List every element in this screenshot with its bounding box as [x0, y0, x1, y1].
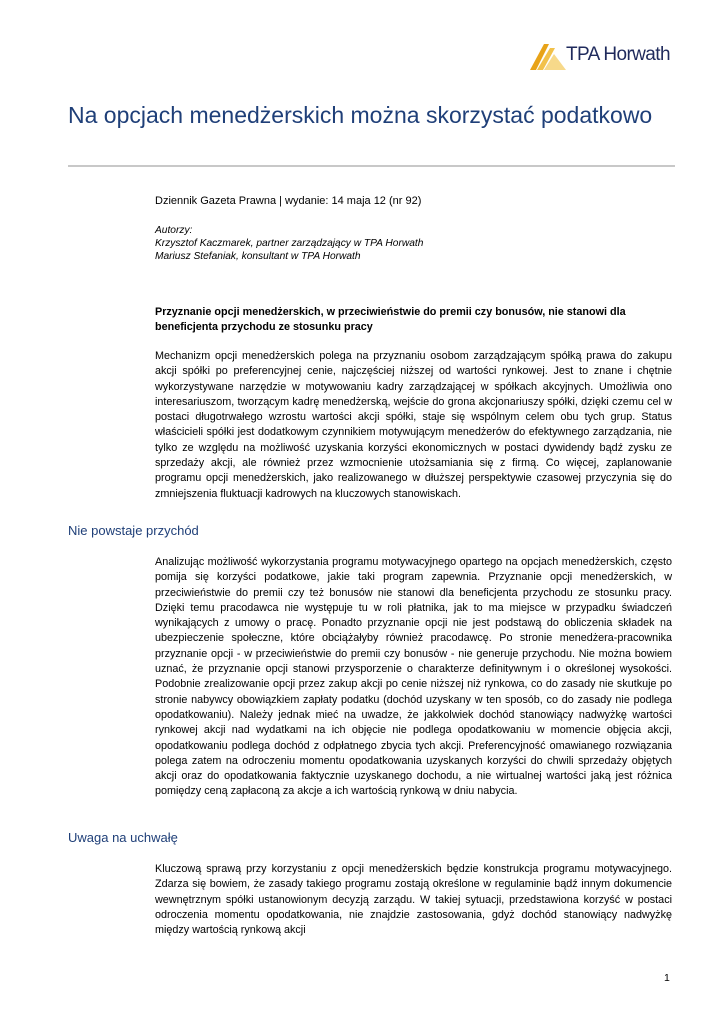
- authors-label: Autorzy:: [155, 225, 193, 236]
- authors-block: [155, 224, 672, 263]
- page-number: 1: [664, 972, 670, 984]
- author-2: Mariusz Stefaniak, konsultant w TPA Horwath: [155, 251, 361, 262]
- paragraph-1: Mechanizm opcji menedżerskich polega na przyznaniu osobom zarządzającym spółką prawa do zakupu akcji spółki po preferencyjnej cenie, najczęściej niższej od wartości rynkowej. Jest to znane i chętnie wykorzystywane narzędzie w motywowaniu kadry zarządzającej w spółkach akcyjnych. Umożliwia ono interesariuszom, tworzącym kadrę menedżerską, wejście do grona akcjonariuszy spółki, dzięki czemu cel w postaci długotrwałego wzrostu wartości akcji spółki, staje się wspólnym celem obu tych grup. Status właścicieli spółki jest dodatkowym czynnikiem motywującym menedżerów do efektywnego zarządzania, nie tylko ze względu na możliwość uzyskania korzyści ekonomicznych w postaci dywidendy bądź zysku ze sprzedaży akcji, ale również przez wzmocnienie utożsamiania się z firmą. Co więcej, zaplanowanie programu opcji menedżerskich, jako realizowanego w dłuższej perspektywie czasowej przyczynia się do zmniejszenia fluktuacji kadrowych na kluczowych stanowiskach.: [155, 350, 672, 500]
- source-line: Dziennik Gazeta Prawna | wydanie: 14 maja 12 (nr 92): [155, 195, 422, 207]
- title-divider: [68, 165, 675, 167]
- page-title: Na opcjach menedżerskich można skorzystać podatkowo: [68, 102, 653, 128]
- author-1: Krzysztof Kaczmarek, partner zarządzający w TPA Horwath: [155, 238, 424, 249]
- paragraph-2: Analizując możliwość wykorzystania programu motywacyjnego opartego na opcjach menedżerskich, często pomija się korzyści podatkowe, jakie taki program zapewnia. Przyznanie opcji menedżerskich, w przeciwieństwie do premii czy też bonusów nie stanowi dla beneficjenta przychodu ze stosunku pracy. Dzięki temu pracodawca nie występuje tu w roli płatnika, jak to ma miejsce w przypadku świadczeń wynikających z umowy o pracę. Ponadto przyznanie opcji nie jest podstawą do obliczenia składek na ubezpieczenie społeczne, które obciążałyby również pracodawcę. Po stronie menedżera-pracownika przyznanie opcji - w przeciwieństwie do premii czy bonusów - nie generuje przychodu. Nie można bowiem uznać, że przyznanie opcji stanowi przysporzenie o charakterze definitywnym i o określonej wysokości. Podobnie zrealizowanie opcji przez zakup akcji po cenie niższej niż rynkowa, co do zasady nie skutkuje po stronie nabywcy obowiązkiem zapłaty podatku (dochód uzyskany w ten sposób, co do zasady nie podlega opodatkowaniu). Należy jednak mieć na uwadze, że jakkolwiek dochód stanowiący nadwyżkę wartości rynkowej akcji nad wydatkami na ich objęcie nie podlega opodatkowaniu w momencie objęcia akcji, opodatkowaniu podlega dochód z odpłatnego zbycia tych akcji. Preferencyjność omawianego rozwiązania polega zatem na odroczeniu momentu opodatkowania uzyskanych korzyści do chwili sprzedaży objętych akcji oraz do opodatkowania faktycznie uzyskanego dochodu, a nie wirtualnej wartości jaką jest różnica pomiędzy ceną zapłaconą za akcje a ich wartością rynkową w dniu nabycia.: [155, 556, 672, 798]
- chevron-logo-icon: [530, 40, 570, 70]
- tpa-horwath-logo: [530, 40, 680, 72]
- lead-paragraph: Przyznanie opcji menedżerskich, w przeciwieństwie do premii czy bonusów, nie stanowi dla beneficjenta przychodu ze stosunku pracy: [155, 306, 626, 333]
- paragraph-3: Kluczową sprawą przy korzystaniu z opcji menedżerskich będzie konstrukcja programu motywacyjnego. Zdarza się bowiem, że zasady takiego programu zostają określone w regulaminie bądź innym dokumencie wewnętrznym spółki ustanowionym decyzją zarządu. W takiej sytuacji, przedstawiona korzyść w postaci odroczenia momentu opodatkowania, nie znajdzie zastosowania, gdyż dochód stanowiący nadwyżkę między wartością rynkową akcji: [155, 863, 672, 937]
- logo-text: TPA Horwath: [566, 44, 670, 65]
- section-heading-2: Uwaga na uchwałę: [68, 830, 178, 845]
- section-heading-1: Nie powstaje przychód: [68, 523, 199, 538]
